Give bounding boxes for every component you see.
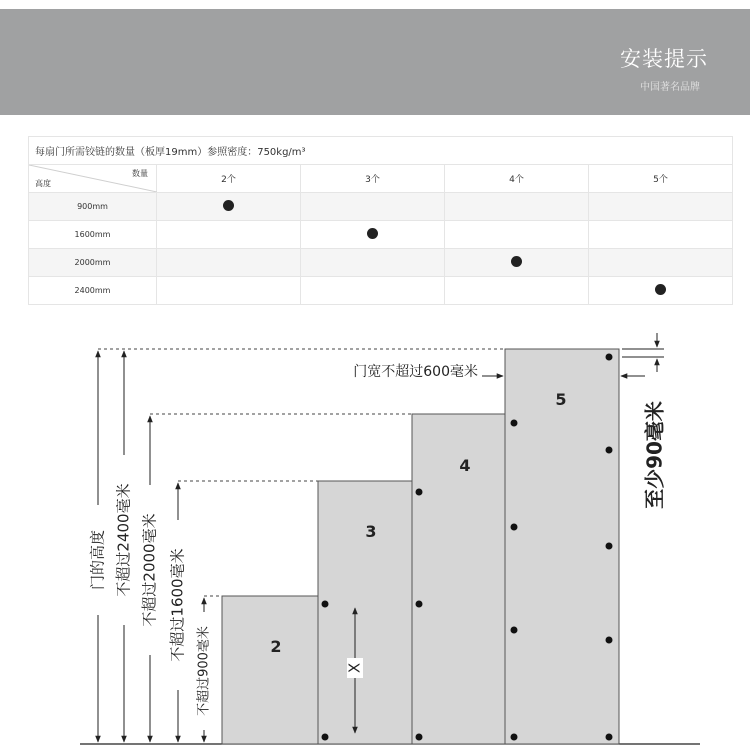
table-row bbox=[29, 221, 733, 249]
hinge-dot bbox=[606, 637, 613, 644]
panel-number: 3 bbox=[365, 522, 377, 541]
table-cell bbox=[589, 221, 733, 249]
selection-dot bbox=[367, 228, 378, 239]
table-cell bbox=[301, 249, 445, 277]
table-cell bbox=[157, 249, 301, 277]
table-cell bbox=[301, 277, 445, 305]
table-cell bbox=[589, 193, 733, 221]
table-cell bbox=[589, 277, 733, 305]
table-cell bbox=[301, 193, 445, 221]
height-labels bbox=[89, 455, 214, 730]
banner-subtitle: 中国著名品牌 bbox=[640, 82, 700, 93]
label-max-2000: 不超过2000毫米 bbox=[140, 513, 159, 627]
hinge-dot bbox=[511, 627, 518, 634]
panel-number: 4 bbox=[459, 456, 471, 475]
hinge-dot bbox=[606, 447, 613, 454]
hinge-dot bbox=[416, 734, 423, 741]
hinge-dot bbox=[511, 734, 518, 741]
corner-label-quantity: 数量 bbox=[132, 169, 148, 178]
panel-number: 5 bbox=[555, 390, 567, 409]
hinge-dot bbox=[416, 489, 423, 496]
row-label: 900mm bbox=[29, 193, 157, 221]
edge-spacing-markers bbox=[621, 333, 664, 376]
table-cell bbox=[445, 221, 589, 249]
hinge-dot bbox=[606, 734, 613, 741]
hinge-dot bbox=[416, 601, 423, 608]
panel-number: 2 bbox=[270, 637, 282, 656]
table-cell bbox=[157, 221, 301, 249]
hinge-dot bbox=[606, 543, 613, 550]
column-header: 5个 bbox=[589, 165, 733, 193]
table-cell bbox=[445, 193, 589, 221]
table-row bbox=[29, 193, 733, 221]
selection-dot bbox=[511, 256, 522, 267]
table-cell bbox=[157, 277, 301, 305]
label-min-spacing: 至少90毫米 bbox=[642, 401, 667, 509]
table-cell bbox=[589, 249, 733, 277]
selection-dot bbox=[655, 284, 666, 295]
door-panel-2-hinges bbox=[222, 596, 334, 744]
row-label: 2400mm bbox=[29, 277, 157, 305]
hinge-distance-label: X bbox=[345, 662, 364, 674]
table-row bbox=[29, 249, 733, 277]
label-max-1600: 不超过1600毫米 bbox=[168, 548, 187, 662]
label-door-height: 门的高度 bbox=[88, 529, 107, 591]
hinge-dot bbox=[322, 734, 329, 741]
label-max-900: 不超过900毫米 bbox=[196, 626, 212, 716]
row-label: 1600mm bbox=[29, 221, 157, 249]
label-door-width: 门宽不超过600毫米 bbox=[353, 364, 478, 380]
hinge-placement-diagram bbox=[0, 330, 750, 750]
banner-title: 安装提示 bbox=[620, 47, 708, 71]
header-banner bbox=[0, 9, 750, 115]
hinge-quantity-table bbox=[28, 136, 733, 305]
corner-label-height: 高度 bbox=[35, 179, 51, 188]
row-label: 2000mm bbox=[29, 249, 157, 277]
table-corner-cell bbox=[29, 165, 157, 193]
table-cell bbox=[445, 249, 589, 277]
table-cell bbox=[445, 277, 589, 305]
hinge-dot bbox=[511, 524, 518, 531]
column-header: 2个 bbox=[157, 165, 301, 193]
table-row bbox=[29, 277, 733, 305]
hinge-dot bbox=[606, 354, 613, 361]
label-max-2400: 不超过2400毫米 bbox=[114, 483, 133, 597]
hinge-dot bbox=[511, 420, 518, 427]
table-cell bbox=[157, 193, 301, 221]
table-cell bbox=[301, 221, 445, 249]
table-caption: 每扇门所需铰链的数量（板厚19mm）参照密度：750kg/m³ bbox=[29, 137, 733, 165]
selection-dot bbox=[223, 200, 234, 211]
hinge-dot bbox=[322, 601, 329, 608]
column-header: 4个 bbox=[445, 165, 589, 193]
column-header: 3个 bbox=[301, 165, 445, 193]
